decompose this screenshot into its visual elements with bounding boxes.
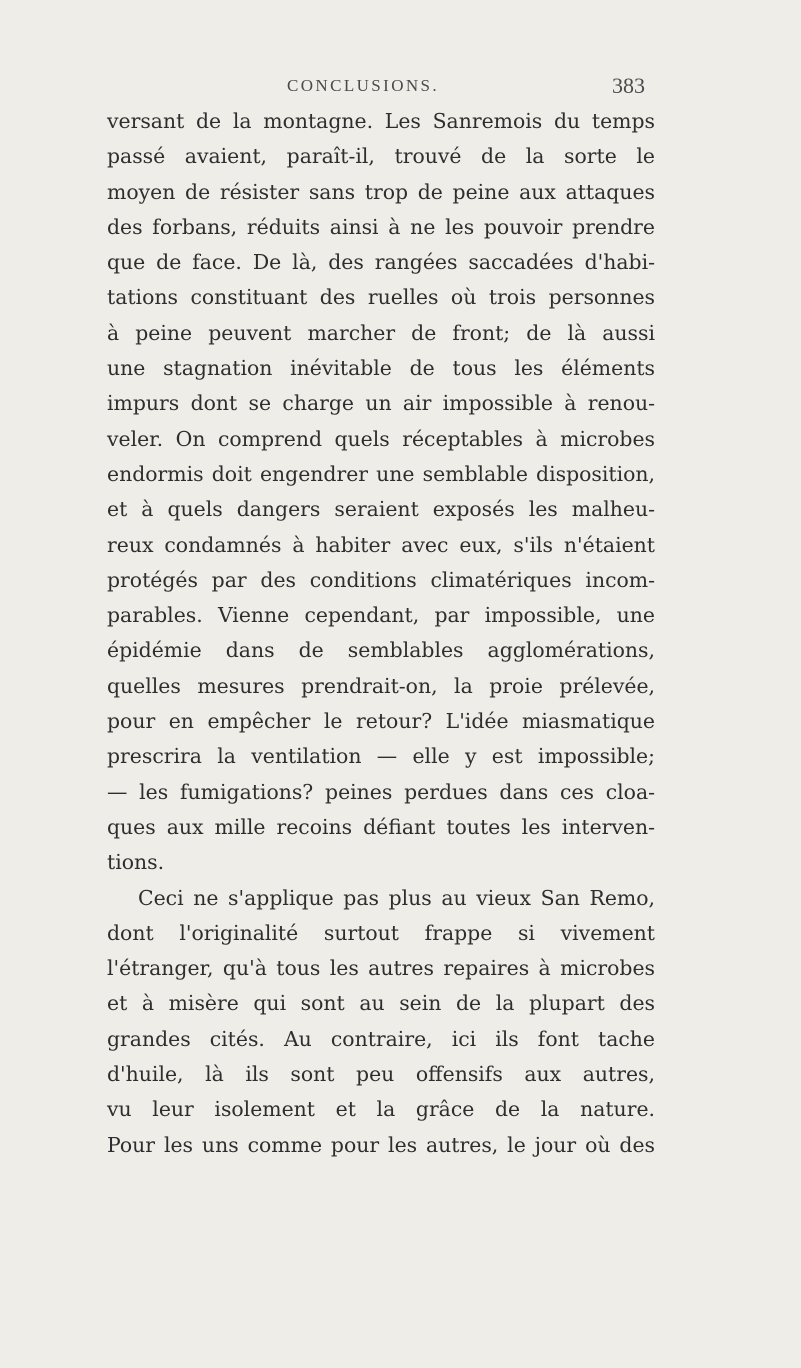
text-line: reux condamnés à habiter avec eux, s'ils n'étaient — [107, 532, 655, 557]
text-line: à peine peuvent marcher de front; de là aussi — [107, 320, 655, 345]
text-line: parables. Vienne cependant, par impossible, une — [107, 603, 655, 628]
text-line: pour en empêcher le retour? L'idée miasmatique — [107, 709, 655, 734]
text-line: vu leur isolement et la grâce de la nature. — [107, 1097, 655, 1122]
text-line: endormis doit engendrer une semblable disposition, — [107, 461, 655, 486]
page-number: 383 — [612, 73, 645, 98]
body-text — [107, 104, 655, 1163]
text-line: que de face. De là, des rangées saccadées d'habi- — [107, 250, 655, 275]
text-line: dont l'originalité surtout frappe si vivement — [107, 920, 655, 945]
text-line: protégés par des conditions climatériques incom- — [107, 567, 655, 592]
text-line: quelles mesures prendrait-on, la proie prélevée, — [107, 673, 655, 698]
text-line: ques aux mille recoins défiant toutes les interven- — [107, 814, 655, 839]
text-line: moyen de résister sans trop de peine aux attaques — [107, 179, 655, 204]
text-line: et à quels dangers seraient exposés les malheu- — [107, 497, 655, 522]
text-line: d'huile, là ils sont peu offensifs aux autres, — [107, 1062, 655, 1087]
text-line: épidémie dans de semblables agglomérations, — [107, 638, 655, 663]
text-line: — les fumigations? peines perdues dans ces cloa- — [107, 779, 655, 804]
text-line: des forbans, réduits ainsi à ne les pouvoir prendre — [107, 214, 655, 239]
text-line: grandes cités. Au contraire, ici ils font tache — [107, 1026, 655, 1051]
text-line: prescrira la ventilation — elle y est impossible; — [107, 744, 655, 769]
text-line: tions. — [107, 850, 165, 875]
text-line: Pour les uns comme pour les autres, le jour où des — [107, 1132, 655, 1157]
text-line: l'étranger, qu'à tous les autres repaires à microbes — [107, 956, 655, 981]
text-line: versant de la montagne. Les Sanremois du temps — [107, 109, 655, 133]
text-line: Ceci ne s'applique pas plus au vieux San Remo, — [138, 885, 655, 910]
text-line: et à misère qui sont au sein de la plupart des — [107, 991, 655, 1016]
text-line: une stagnation inévitable de tous les éléments — [107, 356, 655, 381]
text-line: veler. On comprend quels réceptables à microbes — [107, 426, 655, 451]
text-line: tations constituant des ruelles où trois personnes — [107, 285, 655, 310]
running-title: CONCLUSIONS. — [287, 76, 440, 95]
text-line: impurs dont se charge un air impossible à renou- — [107, 391, 655, 416]
text-line: passé avaient, paraît-il, trouvé de la sorte le — [107, 144, 655, 169]
